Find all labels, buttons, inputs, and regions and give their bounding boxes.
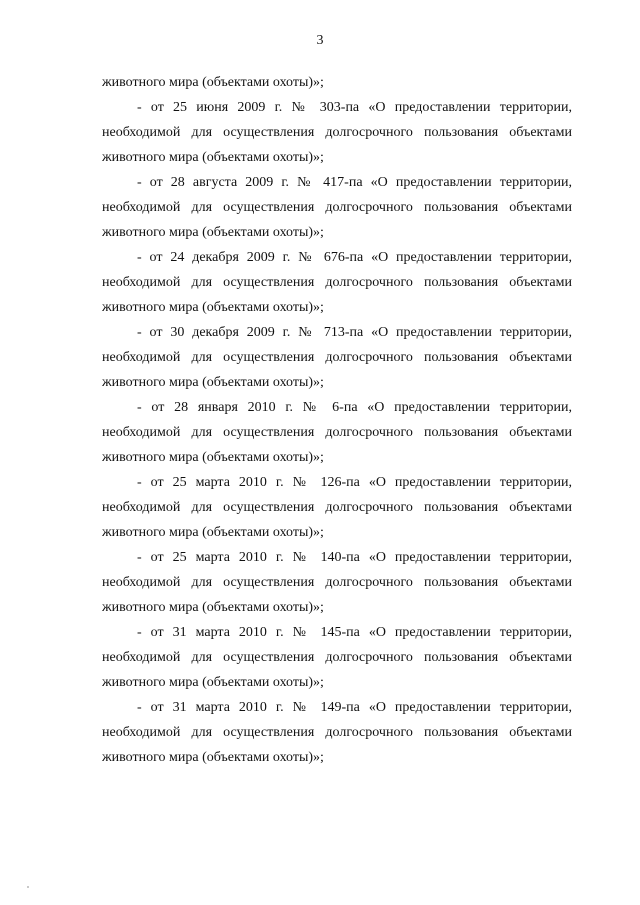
entry-line-middle: необходимой для осуществления долгосрочного пользования объектами bbox=[102, 575, 572, 590]
entry-line-middle: необходимой для осуществления долгосрочного пользования объектами bbox=[102, 200, 572, 215]
entry-line-middle: необходимой для осуществления долгосрочного пользования объектами bbox=[102, 425, 572, 440]
entry-line-middle: необходимой для осуществления долгосрочного пользования объектами bbox=[102, 500, 572, 515]
entry-line-end: животного мира (объектами охоты)»; bbox=[102, 375, 324, 390]
entry-line-heading: - от 28 января 2010 г. № 6-па «О предоставлении территории, bbox=[137, 400, 572, 415]
entry-line-end: животного мира (объектами охоты)»; bbox=[102, 225, 324, 240]
decree-entry bbox=[102, 620, 572, 695]
entry-line-middle: необходимой для осуществления долгосрочного пользования объектами bbox=[102, 275, 572, 290]
scan-speck bbox=[27, 886, 29, 888]
entry-line-end: животного мира (объектами охоты)»; bbox=[102, 450, 324, 465]
decree-entry bbox=[102, 170, 572, 245]
entry-line-heading: - от 31 марта 2010 г. № 149-па «О предоставлении территории, bbox=[137, 700, 572, 715]
decree-entry bbox=[102, 245, 572, 320]
entry-line-middle: необходимой для осуществления долгосрочного пользования объектами bbox=[102, 725, 572, 740]
entry-line-heading: - от 28 августа 2009 г. № 417-па «О предоставлении территории, bbox=[137, 175, 572, 190]
intro-line: животного мира (объектами охоты)»; bbox=[102, 75, 324, 90]
entry-line-middle: необходимой для осуществления долгосрочного пользования объектами bbox=[102, 125, 572, 140]
decree-entry bbox=[102, 470, 572, 545]
entry-line-end: животного мира (объектами охоты)»; bbox=[102, 675, 324, 690]
document-body bbox=[102, 70, 572, 770]
decree-entry bbox=[102, 320, 572, 395]
entry-line-heading: - от 31 марта 2010 г. № 145-па «О предоставлении территории, bbox=[137, 625, 572, 640]
decree-entry bbox=[102, 95, 572, 170]
entry-line-heading: - от 25 марта 2010 г. № 140-па «О предоставлении территории, bbox=[137, 550, 572, 565]
entry-line-end: животного мира (объектами охоты)»; bbox=[102, 600, 324, 615]
entry-line-end: животного мира (объектами охоты)»; bbox=[102, 525, 324, 540]
decree-entry bbox=[102, 395, 572, 470]
entry-line-heading: - от 30 декабря 2009 г. № 713-па «О предоставлении территории, bbox=[137, 325, 572, 340]
entry-line-heading: - от 25 марта 2010 г. № 126-па «О предоставлении территории, bbox=[137, 475, 572, 490]
entry-line-end: животного мира (объектами охоты)»; bbox=[102, 150, 324, 165]
entry-line-end: животного мира (объектами охоты)»; bbox=[102, 750, 324, 765]
entry-line-heading: - от 25 июня 2009 г. № 303-па «О предоставлении территории, bbox=[137, 100, 572, 115]
decree-entry bbox=[102, 695, 572, 770]
entry-line-middle: необходимой для осуществления долгосрочного пользования объектами bbox=[102, 650, 572, 665]
entry-line-middle: необходимой для осуществления долгосрочного пользования объектами bbox=[102, 350, 572, 365]
entry-line-end: животного мира (объектами охоты)»; bbox=[102, 300, 324, 315]
page-number: 3 bbox=[316, 33, 324, 48]
entry-line-heading: - от 24 декабря 2009 г. № 676-па «О предоставлении территории, bbox=[137, 250, 572, 265]
decree-entry bbox=[102, 545, 572, 620]
